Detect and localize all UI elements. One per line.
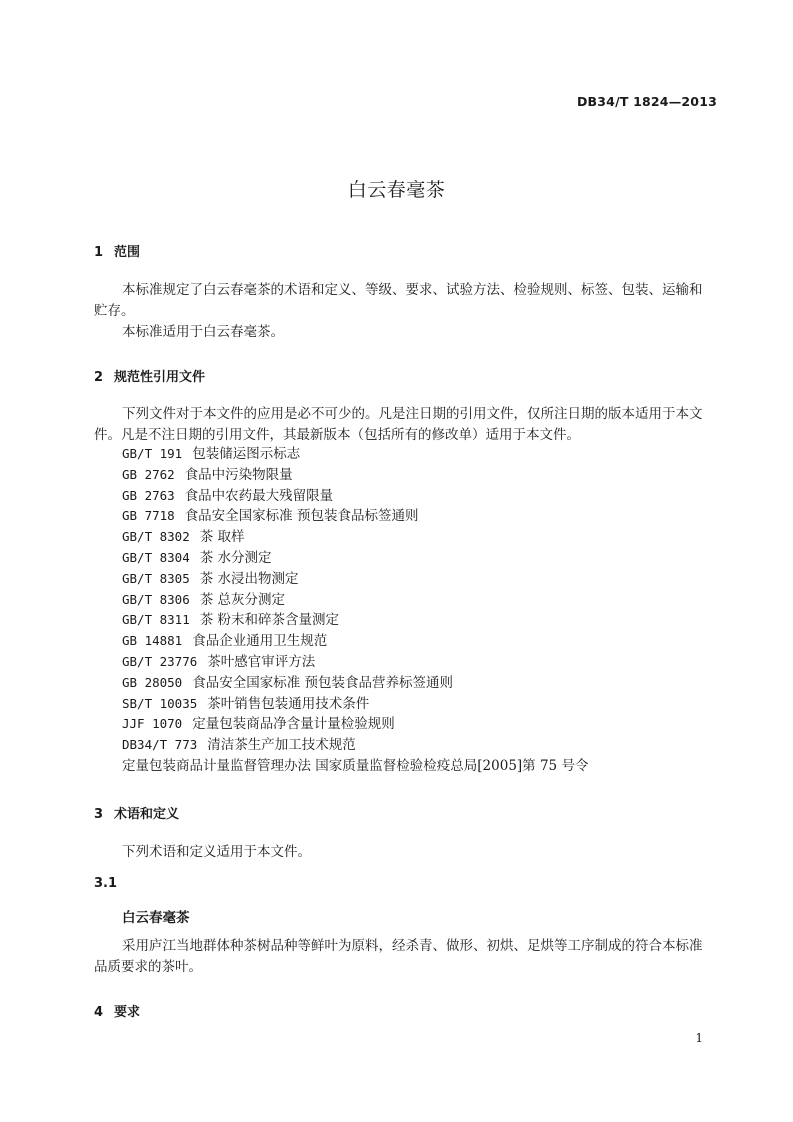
reference-title: 茶 粉末和碎茶含量测定 bbox=[199, 612, 340, 629]
reference-item bbox=[122, 486, 588, 507]
section-number: 4 bbox=[94, 1005, 104, 1020]
reference-item bbox=[122, 694, 588, 715]
reference-list bbox=[122, 444, 588, 777]
reference-title: 食品安全国家标准 预包装食品营养标签通则 bbox=[192, 674, 454, 691]
document-code: DB34/T 1824—2013 bbox=[576, 94, 717, 109]
reference-code: GB/T 8305 bbox=[122, 570, 190, 586]
reference-code: GB/T 191 bbox=[122, 446, 183, 461]
reference-code: GB 2762 bbox=[122, 466, 175, 482]
section-heading-terms bbox=[94, 803, 179, 822]
reference-code: GB 14881 bbox=[122, 633, 183, 649]
reference-code: GB/T 23776 bbox=[122, 653, 198, 669]
term-name: 白云春毫茶 bbox=[122, 910, 190, 926]
reference-title: 茶 总灰分测定 bbox=[199, 591, 286, 608]
reference-title: 茶叶感官审评方法 bbox=[207, 653, 316, 670]
reference-item bbox=[122, 610, 588, 631]
reference-item bbox=[122, 465, 588, 486]
reference-title: 食品企业通用卫生规范 bbox=[192, 633, 328, 650]
text-line: 贮存。 bbox=[94, 303, 135, 319]
reference-code: GB 28050 bbox=[122, 674, 183, 690]
reference-item bbox=[122, 569, 588, 590]
refs-intro-paragraph bbox=[94, 404, 720, 446]
reference-code: SB/T 10035 bbox=[122, 695, 198, 711]
reference-item bbox=[122, 714, 588, 735]
reference-code: GB 2763 bbox=[122, 487, 175, 503]
section-heading-scope bbox=[94, 241, 140, 260]
section-title: 规范性引用文件 bbox=[114, 370, 206, 385]
section-heading-requirements bbox=[94, 1001, 140, 1020]
reference-code: GB/T 8311 bbox=[122, 612, 190, 628]
reference-code: GB/T 8302 bbox=[122, 529, 190, 545]
reference-title: 清洁茶生产加工技术规范 bbox=[207, 737, 356, 754]
text-line: 件。凡是不注日期的引用文件，其最新版本（包括所有的修改单）适用于本文件。 bbox=[94, 427, 580, 443]
reference-item bbox=[122, 673, 588, 694]
reference-title: 食品安全国家标准 预包装食品标签通则 bbox=[184, 508, 419, 525]
reference-title: 食品中污染物限量 bbox=[184, 466, 293, 483]
reference-title: 茶叶销售包装通用技术条件 bbox=[207, 695, 370, 712]
reference-title: 茶 取样 bbox=[199, 529, 245, 546]
reference-item bbox=[122, 652, 588, 673]
page-title: 白云春毫茶 bbox=[347, 179, 446, 201]
reference-title: 茶 水浸出物测定 bbox=[199, 570, 299, 587]
section-heading-normative-refs bbox=[94, 366, 205, 385]
terms-intro: 下列术语和定义适用于本文件。 bbox=[122, 844, 311, 860]
reference-item bbox=[122, 527, 588, 548]
reference-item bbox=[122, 444, 588, 465]
reference-title: 茶 水分测定 bbox=[199, 549, 272, 566]
section-title: 范围 bbox=[114, 245, 141, 260]
reference-item bbox=[122, 735, 588, 756]
text-line: 本标准规定了白云春毫茶的术语和定义、等级、要求、试验方法、检验规则、标签、包装、运输和 bbox=[122, 282, 703, 298]
reference-code: DB34/T 773 bbox=[122, 737, 198, 753]
reference-item bbox=[122, 548, 588, 569]
term-definition bbox=[94, 936, 720, 978]
section-number: 1 bbox=[94, 245, 104, 260]
section-number: 3 bbox=[94, 807, 104, 822]
reference-item bbox=[122, 756, 588, 777]
subclause-number: 3.1 bbox=[94, 876, 118, 891]
page-number: 1 bbox=[695, 1031, 703, 1045]
section-title: 要求 bbox=[114, 1005, 141, 1020]
reference-code: GB/T 8306 bbox=[122, 591, 190, 607]
reference-code: GB/T 8304 bbox=[122, 549, 190, 565]
reference-item bbox=[122, 590, 588, 611]
reference-title: 包装储运图示标志 bbox=[192, 446, 301, 462]
text-line: 品质要求的茶叶。 bbox=[94, 959, 202, 975]
section-title: 术语和定义 bbox=[114, 807, 180, 822]
reference-code: JJF 1070 bbox=[122, 716, 183, 732]
text-line: 下列文件对于本文件的应用是必不可少的。凡是注日期的引用文件，仅所注日期的版本适用于本文 bbox=[122, 406, 703, 422]
text-line: 采用庐江当地群体种茶树品种等鲜叶为原料，经杀青、做形、初烘、足烘等工序制成的符合本标准 bbox=[122, 938, 703, 954]
reference-title: 食品中农药最大残留限量 bbox=[184, 487, 334, 504]
section-number: 2 bbox=[94, 370, 104, 385]
reference-code: GB 7718 bbox=[122, 508, 175, 524]
scope-paragraph bbox=[94, 280, 720, 322]
reference-title: 定量包装商品净含量计量检验规则 bbox=[192, 716, 395, 733]
scope-applicability: 本标准适用于白云春毫茶。 bbox=[122, 324, 284, 340]
reference-item bbox=[122, 631, 588, 652]
reference-item bbox=[122, 506, 588, 527]
reference-title: 定量包装商品计量监督管理办法 国家质量监督检验检疫总局[2005]第 75 号令 bbox=[122, 757, 589, 774]
